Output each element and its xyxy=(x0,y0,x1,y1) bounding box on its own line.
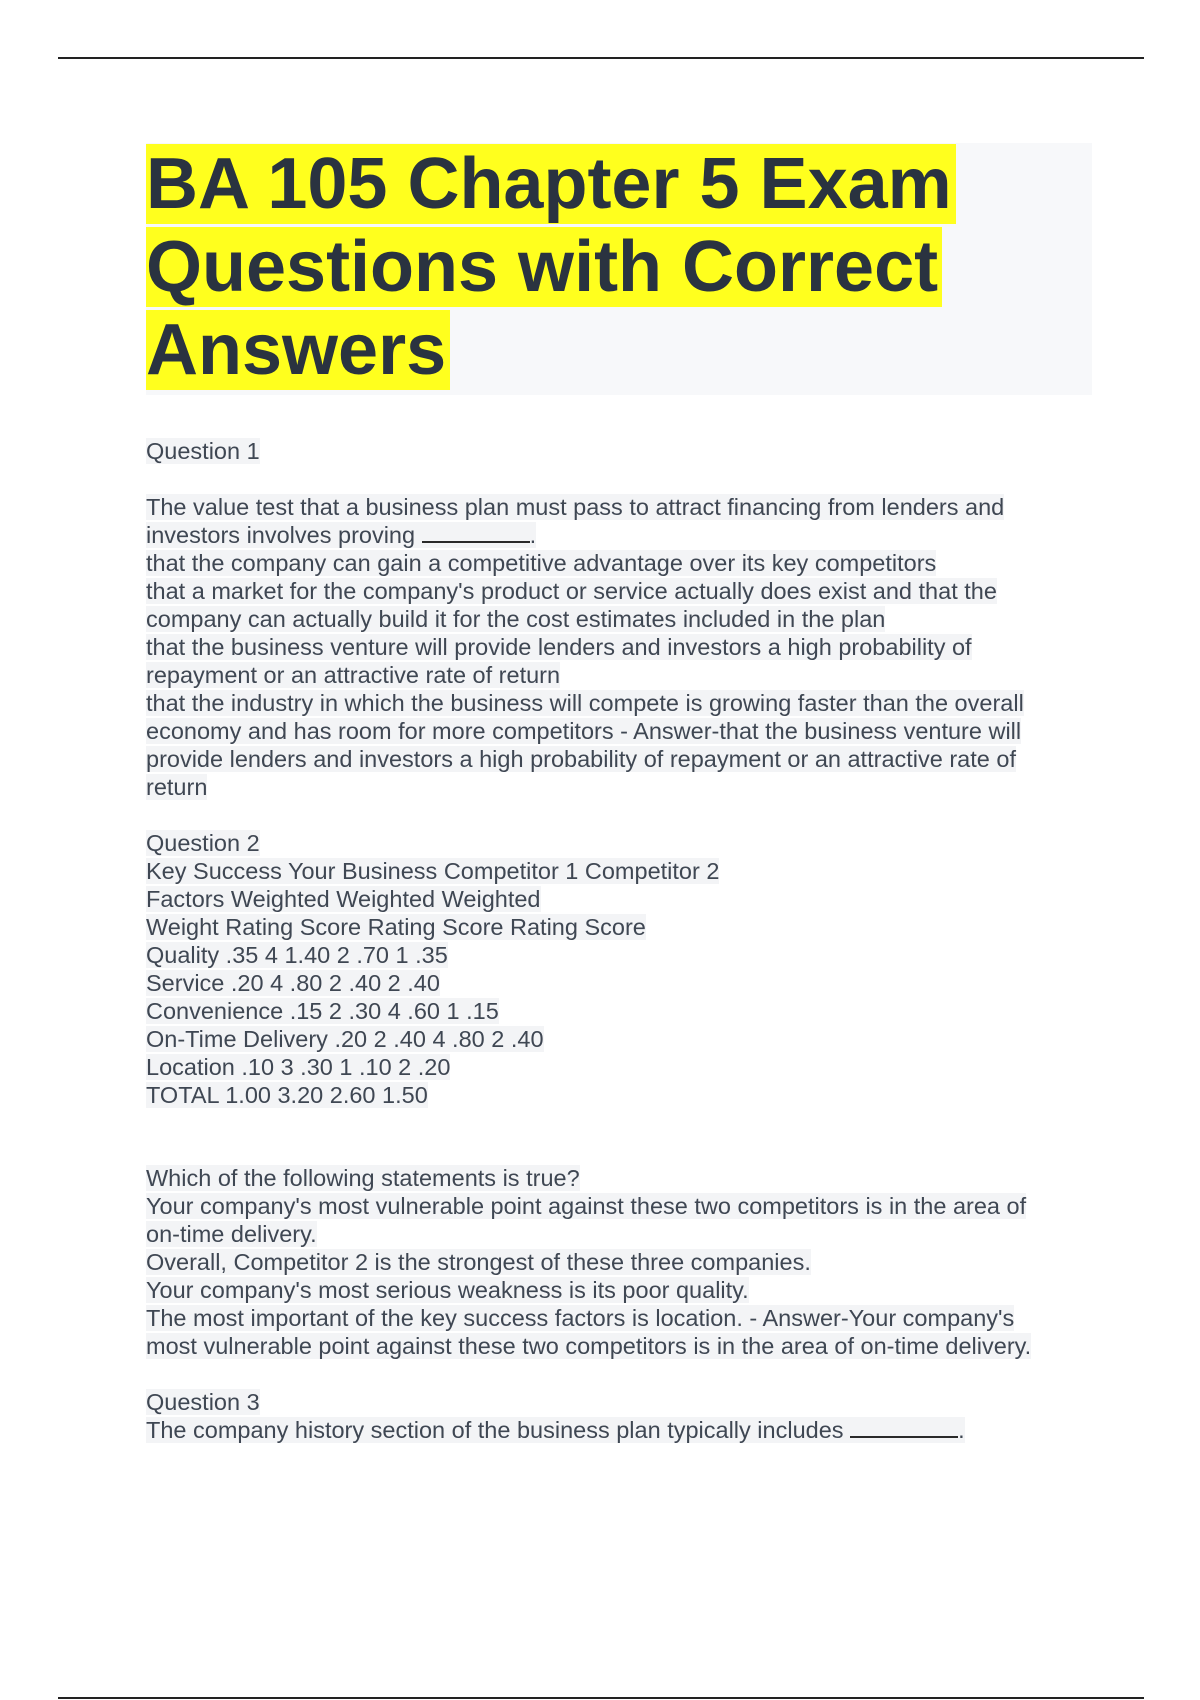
title-line: Answers xyxy=(146,309,1092,392)
answer-blank xyxy=(850,1418,958,1438)
question-2-answer-line: The most important of the key success factors is location. - Answer-Your company's xyxy=(146,1305,1015,1331)
table-line: Service .20 4 .80 2 .40 2 .40 xyxy=(146,970,440,996)
question-1-answer-line: return xyxy=(146,774,208,800)
answer-blank xyxy=(422,523,530,543)
question-1-answer-line: provide lenders and investors a high probability of repayment or an attractive rate of xyxy=(146,746,1016,772)
top-rule xyxy=(58,57,1144,59)
bottom-rule xyxy=(58,1697,1144,1699)
question-2-answer-line: most vulnerable point against these two competitors is in the area of on-time delivery. xyxy=(146,1333,1032,1359)
question-3-heading: Question 3 xyxy=(146,1389,260,1415)
question-2-option-line: Overall, Competitor 2 is the strongest of these three companies. xyxy=(146,1249,811,1275)
table-line: Key Success Your Business Competitor 1 Competitor 2 xyxy=(146,858,720,884)
question-1-option-line: that a market for the company's product or service actually does exist and that the xyxy=(146,578,997,604)
question-2-option-line: Your company's most vulnerable point against these two competitors is in the area of xyxy=(146,1193,1027,1219)
question-1-option-line: that the business venture will provide lenders and investors a high probability of xyxy=(146,634,972,660)
question-1-stem: investors involves proving . xyxy=(146,522,537,548)
table-line: Convenience .15 2 .30 4 .60 1 .15 xyxy=(146,998,499,1024)
question-3-stem: The company history section of the business plan typically includes . xyxy=(146,1417,965,1443)
question-2-option-line: on-time delivery. xyxy=(146,1221,317,1247)
question-2-heading: Question 2 xyxy=(146,830,260,856)
question-1-stem: The value test that a business plan must pass to attract financing from lenders and xyxy=(146,494,1005,520)
question-1-heading: Question 1 xyxy=(146,438,260,464)
table-line: TOTAL 1.00 3.20 2.60 1.50 xyxy=(146,1082,428,1108)
title-line: BA 105 Chapter 5 Exam xyxy=(146,143,1092,226)
table-line: Factors Weighted Weighted Weighted xyxy=(146,886,541,912)
title-line: Questions with Correct xyxy=(146,226,1092,309)
question-1-answer-line: economy and has room for more competitors - Answer-that the business venture will xyxy=(146,718,1022,744)
document-body xyxy=(146,437,1086,1444)
question-2-stem: Which of the following statements is true? xyxy=(146,1165,580,1191)
table-line: Location .10 3 .30 1 .10 2 .20 xyxy=(146,1054,451,1080)
question-1-option-line: company can actually build it for the cost estimates included in the plan xyxy=(146,606,886,632)
table-line: On-Time Delivery .20 2 .40 4 .80 2 .40 xyxy=(146,1026,544,1052)
question-1-option-line: that the industry in which the business will compete is growing faster than the overall xyxy=(146,690,1024,716)
question-1-option-line: that the company can gain a competitive advantage over its key competitors xyxy=(146,550,937,576)
question-1-option-line: repayment or an attractive rate of return xyxy=(146,662,561,688)
table-line: Weight Rating Score Rating Score Rating Score xyxy=(146,914,646,940)
question-2-option-line: Your company's most serious weakness is its poor quality. xyxy=(146,1277,749,1303)
table-line: Quality .35 4 1.40 2 .70 1 .35 xyxy=(146,942,448,968)
document-title xyxy=(146,143,1092,392)
